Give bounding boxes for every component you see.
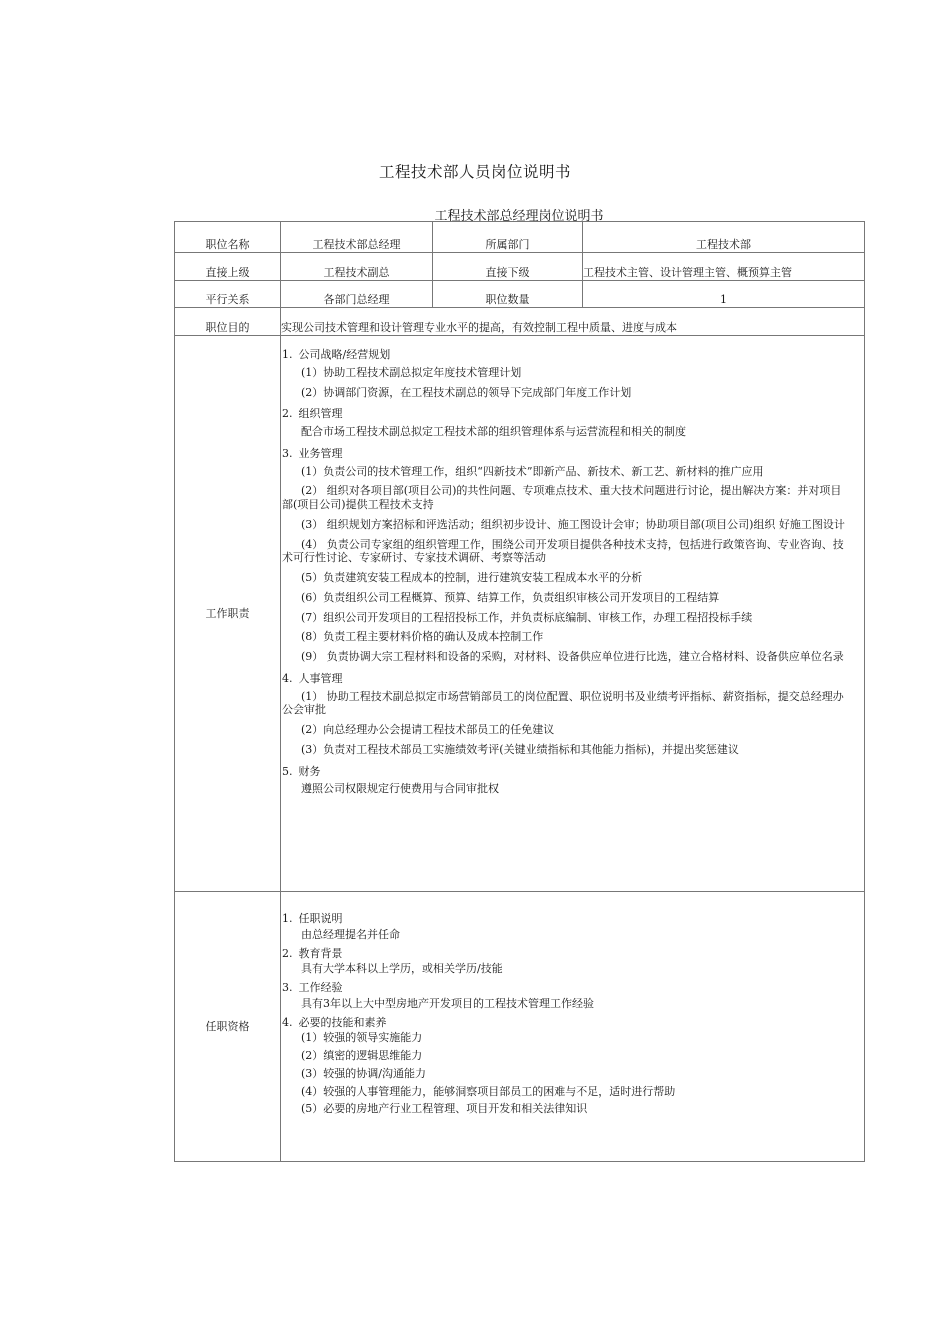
qualifications-item: (4）较强的人事管理能力，能够洞察项目部员工的困难与不足，适时进行帮助 xyxy=(301,1084,676,1098)
peer-label: 平行关系 xyxy=(175,281,281,308)
duties-section-heading xyxy=(282,407,850,421)
subordinate-value: 工程技术主管、设计管理主管、概预算主管 xyxy=(583,253,865,281)
subordinate-label: 直接下级 xyxy=(433,253,583,281)
department-value: 工程技术部 xyxy=(583,222,865,253)
qualifications-section-title: 工作经验 xyxy=(298,981,343,994)
duties-section-title: 组织管理 xyxy=(298,407,343,421)
count-label: 职位数量 xyxy=(433,281,583,308)
superior-value: 工程技术副总 xyxy=(281,253,433,281)
qualifications-item: (5）必要的房地产行业工程管理、项目开发和相关法律知识 xyxy=(301,1102,588,1116)
duties-section-heading xyxy=(282,765,850,779)
duties-item: (6）负责组织公司工程概算、预算、结算工作，负责组织审核公司开发项目的工程结算 xyxy=(301,590,720,604)
purpose-value: 实现公司技术管理和设计管理专业水平的提高，有效控制工程中质量、进度与成本 xyxy=(281,308,865,336)
qualifications-item: (3）较强的协调/沟通能力 xyxy=(301,1066,426,1080)
duties-section-title: 公司战略/经营规划 xyxy=(298,348,391,361)
qualifications-item: 具有大学本科以上学历，或相关学历/技能 xyxy=(301,962,503,976)
duties-item: (1）协助工程技术副总拟定年度技术管理计划 xyxy=(301,365,522,379)
row-peer xyxy=(175,281,865,308)
position-value: 工程技术部总经理 xyxy=(281,222,433,253)
job-description-table xyxy=(174,221,865,1162)
duties-item: (1）负责公司的技术管理工作，组织“四新技术”即新产品、新技术、新工艺、新材料的推广应用 xyxy=(301,464,764,478)
row-purpose xyxy=(175,308,865,336)
duties-item: (2）协调部门资源，在工程技术副总的领导下完成部门年度工作计划 xyxy=(301,385,632,399)
row-superior xyxy=(175,253,865,281)
qualifications-section-title: 必要的技能和素养 xyxy=(298,1015,387,1029)
duties-item: 配合市场工程技术副总拟定工程技术部的组织管理体系与运营流程和相关的制度 xyxy=(301,425,686,438)
duties-label: 工作职责 xyxy=(175,336,281,892)
qualifications-content xyxy=(281,892,865,1162)
qualifications-section xyxy=(282,1016,850,1117)
qualifications-section-number: 2. xyxy=(282,946,293,960)
qualifications-section-title: 任职说明 xyxy=(298,912,343,925)
qualifications-section-heading xyxy=(282,947,850,961)
duties-section xyxy=(282,765,850,797)
qualifications-item: 由总经理提名并任命 xyxy=(301,927,400,941)
qualifications-section-title: 教育背景 xyxy=(298,946,343,960)
qualifications-section xyxy=(282,912,850,942)
duties-section-number: 3. xyxy=(282,446,293,460)
duties-section-number: 5. xyxy=(282,764,293,778)
superior-label: 直接上级 xyxy=(175,253,281,281)
duties-content xyxy=(281,336,865,892)
duties-section-title: 人事管理 xyxy=(298,671,343,685)
duties-section-heading xyxy=(282,447,850,461)
position-sheet-title-text: 工程技术部总经理岗位说明书 xyxy=(434,209,604,224)
peer-value: 各部门总经理 xyxy=(281,281,433,308)
row-position xyxy=(175,222,865,253)
duties-section xyxy=(282,447,850,664)
department-label: 所属部门 xyxy=(433,222,583,253)
duties-section-title: 业务管理 xyxy=(298,446,343,460)
qualifications-item: 具有3年以上大中型房地产开发项目的工程技术管理工作经验 xyxy=(301,996,594,1010)
count-value: 1 xyxy=(583,281,865,308)
row-qualifications xyxy=(175,892,865,1162)
duties-item: (3）负责对工程技术部员工实施绩效考评(关键业绩指标和其他能力指标)，并提出奖惩建议 xyxy=(301,742,739,756)
position-label: 职位名称 xyxy=(175,222,281,253)
duties-item: (5）负责建筑安装工程成本的控制，进行建筑安装工程成本水平的分析 xyxy=(301,571,643,584)
qualifications-section-heading xyxy=(282,912,850,926)
duties-section-title: 财务 xyxy=(298,764,321,778)
duties-item: (8）负责工程主要材料价格的确认及成本控制工作 xyxy=(301,630,544,644)
document-title: 工程技术部人员岗位说明书 xyxy=(378,163,571,181)
duties-item: 遵照公司权限规定行使费用与合同审批权 xyxy=(301,782,499,796)
duties-item: (1） 协助工程技术副总拟定市场营销部员工的岗位配置、职位说明书及业绩考评指标、薪资指标，提交总经理办公会审批 xyxy=(282,689,844,717)
duties-section xyxy=(282,407,850,439)
row-duties xyxy=(175,336,865,892)
duties-item: (2） 组织对各项目部(项目公司)的共性问题、专项难点技术、重大技术问题进行讨论，提出解决方案：并对项目部(项目公司)提供工程技术支持 xyxy=(282,484,842,511)
duties-section xyxy=(282,348,850,399)
qualifications-label: 任职资格 xyxy=(175,892,281,1162)
duties-section-number: 1. xyxy=(282,348,293,361)
duties-item: (9） 负责协调大宗工程材料和设备的采购，对材料、设备供应单位进行比选，建立合格材料、设备供应单位名录 xyxy=(301,650,844,663)
purpose-label: 职位目的 xyxy=(175,308,281,336)
duties-section-number: 2. xyxy=(282,407,293,421)
qualifications-item: (2）缜密的逻辑思维能力 xyxy=(301,1049,423,1062)
duties-section-number: 4. xyxy=(282,671,293,685)
duties-item: (4） 负责公司专家组的组织管理工作，围绕公司开发项目提供各种技术支持，包括进行政策咨询、专业咨询、技术可行性讨论、专家研讨、专家技术调研、考察等活动 xyxy=(282,537,844,565)
qualifications-section xyxy=(282,981,850,1011)
qualifications-section-heading xyxy=(282,1016,850,1030)
qualifications-item: (1）较强的领导实施能力 xyxy=(301,1031,423,1045)
qualifications-section xyxy=(282,947,850,977)
qualifications-section-number: 4. xyxy=(282,1015,293,1029)
qualifications-section-number: 3. xyxy=(282,981,293,994)
qualifications-section-number: 1. xyxy=(282,912,293,925)
duties-section-heading xyxy=(282,348,850,362)
qualifications-section-heading xyxy=(282,981,850,995)
duties-section-heading xyxy=(282,672,850,686)
duties-item: (7）组织公司开发项目的工程招投标工作，并负责标底编制、审核工作，办理工程招投标手续 xyxy=(301,610,753,624)
duties-item: (2）向总经理办公会提请工程技术部员工的任免建议 xyxy=(301,723,555,736)
duties-section xyxy=(282,672,850,757)
duties-item: (3） 组织规划方案招标和评选活动；组织初步设计、施工图设计会审；协助项目部(项目公司)组织 好施工图设计 xyxy=(301,517,845,531)
